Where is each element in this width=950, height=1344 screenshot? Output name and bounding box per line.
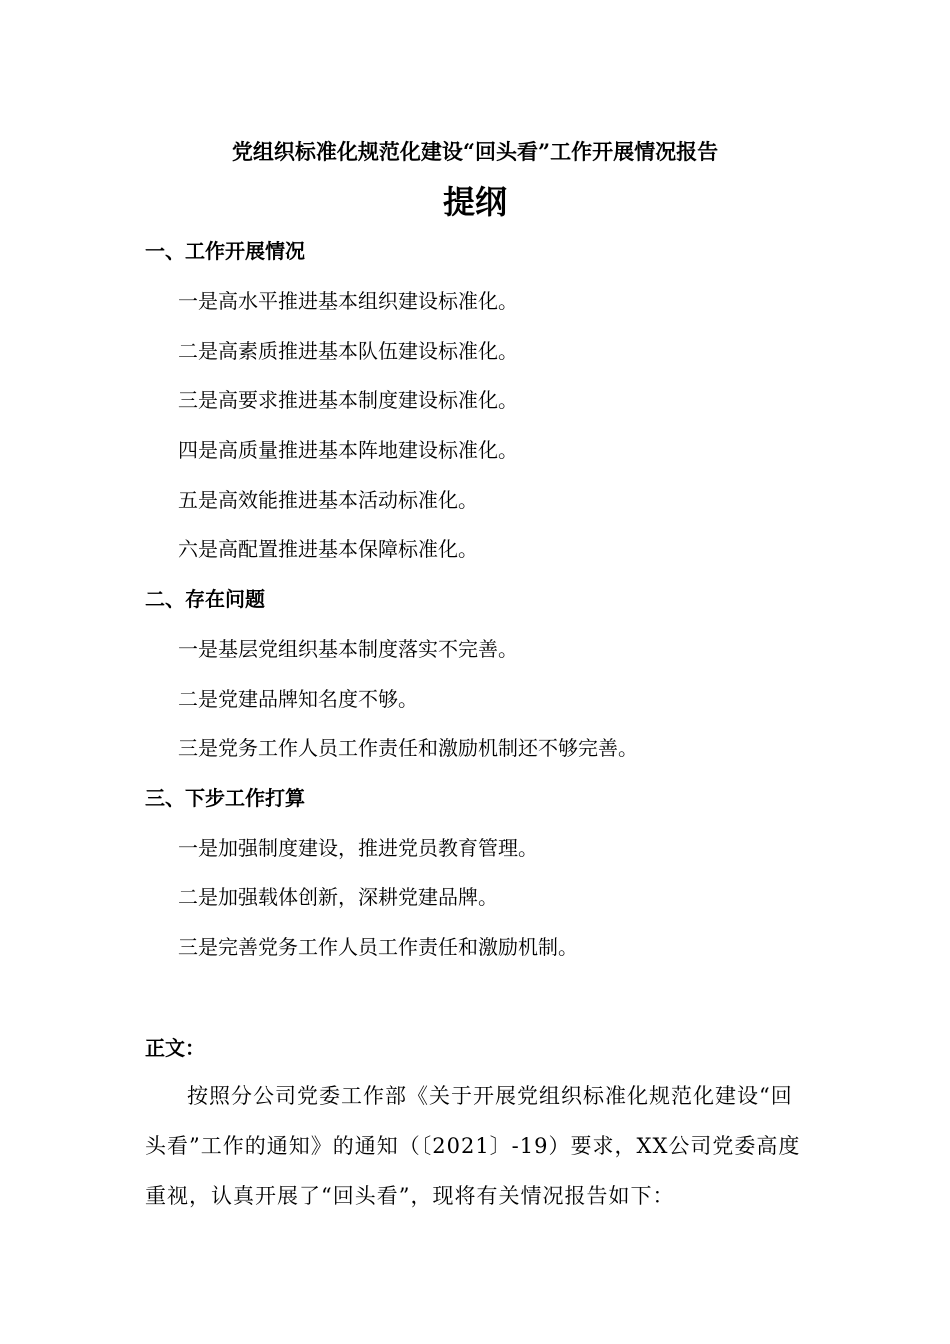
list-item: 四是高质量推进基本阵地建设标准化。 bbox=[178, 438, 518, 462]
document-title: 党组织标准化规范化建设“回头看”工作开展情况报告 bbox=[231, 139, 719, 164]
list-item: 二是高素质推进基本队伍建设标准化。 bbox=[178, 339, 518, 363]
list-item: 一是基层党组织基本制度落实不完善。 bbox=[178, 637, 518, 661]
body-heading: 正文： bbox=[145, 1036, 205, 1060]
list-item: 一是加强制度建设，推进党员教育管理。 bbox=[178, 836, 538, 860]
section-heading: 二、存在问题 bbox=[145, 587, 265, 611]
list-item: 五是高效能推进基本活动标准化。 bbox=[178, 488, 478, 512]
list-item: 三是完善党务工作人员工作责任和激励机制。 bbox=[178, 935, 578, 959]
section-heading: 一、工作开展情况 bbox=[145, 239, 305, 263]
list-item: 一是高水平推进基本组织建设标准化。 bbox=[178, 289, 518, 313]
list-item: 三是高要求推进基本制度建设标准化。 bbox=[178, 388, 518, 412]
list-item: 三是党务工作人员工作责任和激励机制还不够完善。 bbox=[178, 736, 638, 760]
list-item: 二是党建品牌知名度不够。 bbox=[178, 687, 418, 711]
list-item: 六是高配置推进基本保障标准化。 bbox=[178, 537, 478, 561]
document-subtitle: 提纲 bbox=[442, 183, 507, 221]
list-item: 二是加强载体创新，深耕党建品牌。 bbox=[178, 885, 498, 909]
section-heading: 三、下步工作打算 bbox=[145, 786, 305, 810]
body-paragraph: 按照分公司党委工作部《关于开展党组织标准化规范化建设“回头看”工作的通知》的通知（〔2021〕-19）要求，XX公司党委高度重视，认真开展了“回头看”，现将有关情况报告如下： bbox=[145, 1084, 801, 1208]
